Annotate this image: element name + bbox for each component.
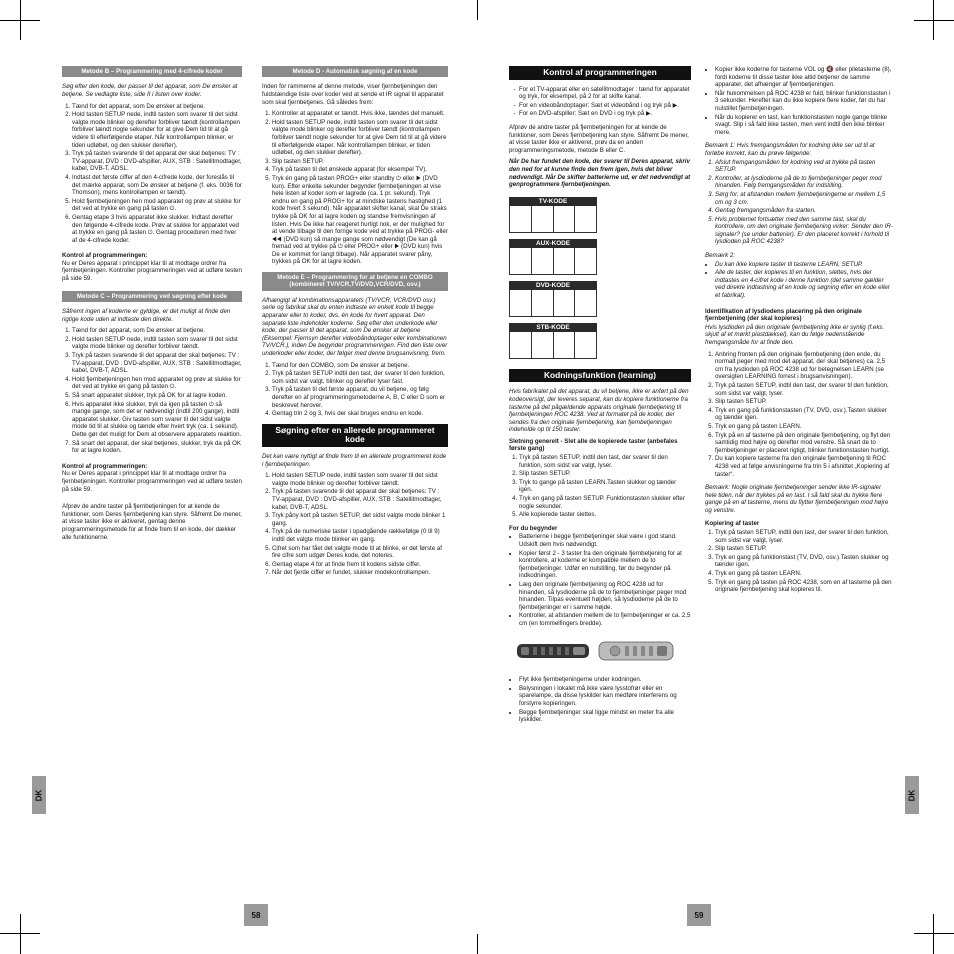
learning-intro: Hvis fabrikatet på det apparat, du vil betjene, ikke er anført på den kodeoversigt, der leveres separat, kan du kopiere funktionerne fra tasterne på det pågældende apparats originale fjernbetjening til fjernbetjeningen ROC 4238. Ved at formatet på de koder, der sendes fra den originale fjernbetjening, kan fjernbetjeningen indeholde op til 150 taster. <box>509 388 689 434</box>
list-item: 1. Afslut fremgangsmåden for kodning ved at trykke på tasten SETUP. <box>715 159 893 174</box>
right-column-1 <box>509 66 691 728</box>
metode-b-intro: Søg efter den kode, der passer til det apparat, som De ønsker at betjene. Se vedlagte liste, side II i listen over koder. <box>62 83 238 98</box>
page-number: 59 <box>687 904 711 926</box>
note1 <box>705 142 893 157</box>
metode-d-steps <box>262 110 448 266</box>
section-header-metode-e: Metode E – Programmering for at betjene en COMBO (kombineret TV/VCR,TV/DVD,VCR/DVD, osv.) <box>262 272 448 291</box>
list-item: 2. Slip tasten SETUP. <box>715 545 893 553</box>
list-item: 1. Tænd for det apparat, som De ønsker at betjene. <box>72 327 242 335</box>
list-item: 2. Hold tasten SETUP nede, indtil tasten som svarer til det sidst valgte mode blinker og derefter forbliver tændt (kontrollampen forbliver tændt nogle sekunder for at give Dem tid til at gå videre til efterfølgende etaper. Når kontrollampen blinker, er tiden udløbet, og den slukker derefter). <box>72 111 242 149</box>
list-item: 5. Tryk én gang på tasten PROG+ eller standby ⏻ eller ▶ (DVD kun). Efter enkelte sekunder begynder fjernbetjeningen at vise hele listen af koder som er lagrede (ca. 1 pr. sekund). Tryk endnu en gang på PROG+ for at mindske tastens hastighed (1 kode hvert 3 sekund). Når apparatet skifter kanal, skal De straks trykke på OK for at lagre koden og standse fremvisningen af listen. Hvis De ikke har reageret hurtigt nok, er der mulighed for at vende tilbage til den forrige kode ved at trykke på PROG- eller ◀◀ (DVD kun) så mange gange som nødvendigt (De kan gå fremad ved at trykke på ⏻ eller PROG+ eller ▶ (DVD kun) hvis De er kommet for langt tilbage). Når apparatet svarer påny, trykkes på OK for at lagre koden. <box>272 175 448 266</box>
list-item: 7. Når det fjerde ciffer er fundet, slukker modekontrollampen. <box>272 569 448 577</box>
list-item: • Når hukommelsen på ROC 4238 er fuld, blinker funktionstasten i 3 sekunder. Herefter kan du ikke kopiere flere koder, før du har nulstillet fjernbetjeningen. <box>715 90 893 113</box>
list-item: 5. Så snart apparatet slukker, tryk på OK for at lagre koden. <box>72 392 242 400</box>
metode-c-control-text: Nu er Deres apparat i princippet klar til at modtage ordrer fra fjernbetjeningen. Kontroller programmeringen ved at udføre testen på side 59. <box>62 470 242 493</box>
copy-warnings <box>705 66 893 136</box>
code-grid <box>509 197 691 359</box>
list-item: 4. Tryk en gang på tasten LEARN. <box>715 570 893 578</box>
code-box-tv: TV-KODE <box>509 197 597 233</box>
section-header-metode-b: Metode B – Programmering med 4-cifrede koder <box>62 66 242 77</box>
list-item: 4. Hold fjernbetjeningen hen mod apparatet og prøv at slukke for det ved at trykke en gang på tasten ⏻. <box>72 376 242 391</box>
list-item: 4. Tryk en gang på tasten SETUP. Funktionstasten slukker efter nogle sekunder. <box>519 495 691 510</box>
list-item: 6. Gentag etape 4 for at finde frem til kodens sidste ciffer. <box>272 561 448 569</box>
ident-title: Identifikation af lysdiodens placering på den originale fjernbetjening (der skal kopieres) <box>705 307 862 323</box>
list-item: 3. Tryk på tasten svarende til det apparat der skal betjenes: TV : TV-apparat, DVD : DVD-afspiller, AUX, STB : Satellitmodtager, kabel, DVB-T, ADSL. <box>72 150 242 173</box>
left-column-2 <box>262 66 448 581</box>
list-item: 3. Tryk på tasten svarende til det apparat der skal betjenes: TV : TV-apparat, DVD : DVD-afspiller, AUX, STB : Satellitmodtager, kabel, DVB-T, ADSL. <box>72 352 242 375</box>
list-item: 5. Hold fjernbetjeningen hen mod apparatet og prøv at slukke for det ved at trykke en gang på tasten ⏻. <box>72 198 242 213</box>
list-item: 2. Slip tasten SETUP. <box>519 470 691 478</box>
list-item: • Alle de taster, der kopieres til en funktion, slettes, hvis der indtastes en 4-cifret kode i denne funktion (det samme gælder ved direkte indtastning af en kode og søgning efter en kode eller et fabrikat). <box>715 269 893 299</box>
remotes-illustration <box>515 636 675 666</box>
section-header-search: Søgning efter en allerede programmeret kode <box>262 424 448 447</box>
list-item: 7. Så snart det apparat, der skal betjenes, slukker, tryk da på OK for at lagre koden. <box>72 440 242 455</box>
metode-c-intro: Såfremt ingen af koderne er gyldige, er det muligt at finde den rigtige kode uden at indtaste den direkte. <box>62 308 231 323</box>
list-item: • Batterierne i begge fjernbetjeninger skal være i god stand. Udskift dem hvis nødvendigt. <box>519 533 691 548</box>
copy-steps <box>705 529 893 594</box>
list-item: • Når du kopierer en tast, kan funktionstasten nogle gange blinke svagt. Slip i så fald ikke tasten, men vent indtil den ikke blinker mere. <box>715 114 893 137</box>
code-box-stb: STB-KODE <box>509 323 597 359</box>
list-item: 3. Tryk to gange på tasten LEARN.Tasten slukker og tænder igen. <box>519 479 691 494</box>
list-item: 1. Kontroller at apparatet er tændt. Hvis ikke, tændes det manuelt. <box>272 110 448 118</box>
list-item: 2. Tryk på tasten svarende til det apparat der skal betjenes: TV : TV-apparat, DVD : DVD-afspiller, AUX, STB : Satellitmodtager, kabel, DVB-T, ADSL. <box>272 488 448 511</box>
page-right <box>477 0 954 954</box>
list-item: 1. Tænd for den COMBO, som De ønsker at betjene. <box>272 362 448 370</box>
page-number: 58 <box>244 904 268 926</box>
delete-title: Sletning generelt - Slet alle de kopierede taster (anbefales første gang) <box>509 437 678 453</box>
metode-b-steps <box>62 103 242 245</box>
note1-steps <box>705 159 893 247</box>
list-item: • Begge fjernbetjeninger skal ligge mindst en meter fra alle lyskilder. <box>519 709 691 724</box>
section-header-metode-c: Metode C – Programmering ved søgning efter kode <box>62 291 242 302</box>
search-steps <box>262 472 448 577</box>
prereq-bullets <box>509 533 691 627</box>
metode-c-control-title: Kontrol af programmeringen: <box>62 462 148 470</box>
list-item: 2. Hold tasten SETUP nede, indtil tasten som svarer til det sidst valgte mode blinker og derefter forbliver tændt (kontrollampen forbliver tændt nogle sekunder for at give Dem tid til at gå videre til efterfølgende etaper. Når kontrollampen blinker, er tiden udløbet, og den slukker derefter). <box>272 119 448 157</box>
list-item: 6. Hvis apparatet ikke slukker, tryk da igen på tasten ⏻ så mange gange, som det er nødvendigt (indtil 200 gange), indtil apparatet slukker. Giv tasten som svarer til det sidst valgte mode tid til at slukke og tænde efter hvert tryk (ca. 1 sekund). Dette gør det muligt for Dem at observere apparatets reaktion. <box>72 401 242 439</box>
list-item: • Belysningen i lokalet må ikke være lysstofrør eller en sparelampe, da disse lyskilder kan medføre interferens og forstyrre kopieringen. <box>519 685 691 708</box>
list-item: 5. Tryk en gang på tasten på ROC 4238, som en af tasterne på den originale fjernbetjening skal kopieres til. <box>715 579 893 594</box>
language-tab: DK <box>905 776 919 814</box>
delete-steps <box>509 454 691 519</box>
ident-steps <box>705 351 893 479</box>
kontrol-p2: Når De har fundet den kode, der svarer til Deres apparat, skriv den ned for at kunne finde den frem igen, hvis det bliver nødvendigt. Når De skifter batterierne ud, er det nødvendigt at genprogrammere fjernbetjeningen. <box>509 158 691 189</box>
list-item: 3. Tryk på tasten til det første apparat, du vil betjene, og følg derefter en af programmeringsmetoderne A, B, C eller D som er beskrevet herover. <box>272 386 448 409</box>
note2-bullets <box>705 261 893 300</box>
metode-b-control-title: Kontrol af programmeringen: <box>62 252 148 260</box>
metode-b-control-text: Nu er Deres apparat i princippet klar til at modtage ordrer fra fjernbetjeningen. Kontroller programmeringen ved at udføre testen på side 59. <box>62 259 242 283</box>
list-item: 4. Gentag trin 2 og 3, hvis der skal bruges endnu en kode. <box>272 410 448 418</box>
list-item: 6. Tryk på en af tasterne på den originale fjernbetjening, og flyt den samtidig mod højre og derefter mod venstre. Så snart de to fjernbetjeninger er placeret rigtigt, blinker funktionstasten hurtigt. <box>715 432 893 455</box>
list-item: • Du kan ikke kopiere taster til tasterne LEARN, SETUP. <box>715 261 893 269</box>
copy-title: Kopiering af taster <box>705 520 760 528</box>
ident-intro: Hvis lysdioden på den originale fjernbetjening ikke er synlig (f.eks. skjult af et mørkt plastdæksel), kan du følge nedenstående fremgangsmåde for at finde den. <box>705 323 885 346</box>
list-item: 4. Tryk en gang på funktionstasten (TV, DVD, osv.).Tasten slukker og tænder igen. <box>715 407 893 422</box>
prereq-title: For du begynder <box>509 524 558 532</box>
list-item: • Læg den originale fjernbetjening og ROC 4238 ud for hinanden, så lysdioderne på de to fjernbetjeninger peger mod hinanden. Tilpas eventuelt højden, så lysdioderne på de to fjernbetjeninger er i samme højde. <box>519 581 691 611</box>
list-item: 1. Tryk på tasten SETUP, indtil den tast, der svarer til den funktion, som sidst var valgt, lyser. <box>715 529 893 544</box>
list-item: 7. Du kan kopiere tasterne fra den originale fjernbetjening til ROC 4238 ved at følge anvisningerne fra trin 5 i afsnittet „Kopiering af taster“. <box>715 455 893 478</box>
list-item: 1. Tænd for det apparat, som De ønsker at betjene. <box>72 103 242 111</box>
metode-c-steps <box>62 327 242 455</box>
code-box-dvd: DVD-KODE <box>509 281 597 317</box>
list-item: • Kopier ikke koderne for tasterne VOL og 🔇 eller piletasterne (8), fordi koderne til disse taster ikke altid betjener de samme apparater, det afhænger af fjernbetjeningen. <box>715 66 893 89</box>
list-item: 5. Alle kopierede taster slettes. <box>519 511 691 519</box>
list-item: 4. Tryk på tasten til det ønskede apparat (for eksempel TV). <box>272 166 448 174</box>
list-item: 2. Kontroller, at lysdioderne på de to fjernbetjeninger peger mod hinanden. Følg fremgangsmåden for indstilling. <box>715 175 893 190</box>
section-header-learning: Kodningsfunktion (learning) <box>509 369 691 383</box>
list-item: 3. Slip tasten SETUP. <box>715 398 893 406</box>
list-item: 2. Tryk på tasten SETUP, indtil den tast, der svarer til den funktion, som sidst var valgt, lyser. <box>715 382 893 397</box>
language-tab: DK <box>32 776 46 814</box>
list-item: 3. Tryk en gang på funktionstast (TV, DVD, osv.).Tasten slukker og tænder igen. <box>715 554 893 569</box>
list-item: 4. Indtast det første ciffer af den 4-cifrede kode, der foreslås til det mærke apparat, som De ønsker at betjene (f. eks. 0036 for Thomson), mens kontrollampen er tændt). <box>72 174 242 197</box>
list-item: • Kopier først 2 - 3 taster fra den originale fjernbetjening for at kontrollere, at koderne er kompatible mellem de to fjernbetjeninger. Udfør en nulstilling, før du begynder på indkodningen. <box>519 550 691 580</box>
list-item: 1. Anbring fronten på den originale fjernbetjening (den ende, du normalt peger med mod det apparat, der skal betjenes) ca. 2,5 cm fra lysdioden på ROC 4238 ud for betegnelsen LEARN (se oversigten LEARNING forrest i brugsanvisningen). <box>715 351 893 381</box>
list-item: - For et TV-apparat eller en satellitmodtager : tænd for apparatet og tryk, for eksempel, på 2 for at skifte kanal. <box>519 86 691 101</box>
ident-note: Bemærk: Nogle originale fjernbetjeninger sender ikke IR-signaler hele tiden, når der trykkes på en tast. I så fald skal du trykke flere gange på en af tasterne, mens du flytter fjernbetjeningen mod højre og venstre. <box>705 484 889 514</box>
metode-d-intro: Inden for rammerne af denne metode, viser fjernbetjeningen den fuldstændige liste over koder ved at sende et IR signal til apparatet som skal fjernbetjenes. Gå således frem: <box>262 83 444 106</box>
list-item: • Flyt ikke fjernbetjeningerne under kodningen. <box>519 676 691 684</box>
list-item: 3. Tryk påny kort på tasten SETUP, det sidst valgte mode blinker 1 gang. <box>272 512 448 527</box>
metode-e-steps <box>262 362 448 418</box>
list-item: 3. Sørg for, at afstanden mellem fjernbetjeningerne er mellem 1,5 cm og 3 cm. <box>715 191 893 206</box>
section-header-metode-d: Metode D - Automatisk søgning af en kode <box>262 66 448 77</box>
section-header-kontrol: Kontrol af programmeringen <box>509 66 691 80</box>
after-bullets <box>509 676 691 724</box>
right-column-2 <box>705 66 893 598</box>
list-item: - For en DVD-afspiller: Sæt en DVD i og tryk på ▶. <box>519 110 691 118</box>
note2-label: Bemærk 2: <box>705 252 736 260</box>
metode-c-outro: Afprøv de andre taster på fjernbetjeningen for at kende de funktioner, som Deres fjernbetjening kan styre. Såfremt De mener, at visse taster ikke er aktiveret, gentag denne programmeringsmetode for at finde frem til en kode, der dækker alle funktionerne. <box>62 503 242 541</box>
list-item: 2. Hold tasten SETUP nede, indtil tasten som svarer til det sidst valgte mode blinker og derefter forbliver tændt. <box>72 336 242 351</box>
list-item: 1. Hold tasten SETUP nede, indtil tasten som svarer til det sidst valgte mode blinker og derefter forbliver tændt. <box>272 472 448 487</box>
code-box-aux: AUX-KODE <box>509 239 597 275</box>
list-item: - For en videobåndoptager: Sæt et videobånd i og tryk på ▶. <box>519 102 691 110</box>
left-column-1 <box>62 66 242 545</box>
note1-text: Hvis fremgangsmåden for kodning ikke ser ud til at forløbe korrekt, kan du prøve følgende: <box>705 142 875 157</box>
list-item: 6. Gentag etape 3 hvis apparatet ikke slukker. Indtast derefter den følgende 4-cifrede kode. Prøv at slukke for apparatet ved at trykke en gang på tasten ⏻. Gentag proceduren med hver af de 4-cifrede koder. <box>72 214 242 244</box>
list-item: 4. Gentag fremgangsmåden fra starten. <box>715 207 893 215</box>
list-item: 1. Tryk på tasten SETUP, indtil den tast, der svarer til den funktion, som sidst var valgt, lyser. <box>519 454 691 469</box>
search-intro: Det kan være nyttigt at finde frem til en allerede programmeret kode i fjernbetjeningen. <box>262 452 447 468</box>
list-item: 5. Cifret som har fået det valgte mode til at blinke, er det første af fire cifre som udgør Deres kode, det noteres. <box>272 545 448 560</box>
metode-e-intro: Afhængigt af kombinationsapparatets (TV/VCR, VCR/DVD osv.) serie og fabrikat skal du enten indtaste en enkelt kode til begge apparater eller to koder, dvs. én kode for hvert apparat. Den separate liste indeholder koderne. Søg efter den underkode eller kode, der passer til det apparat, som De ønsker at betjene (Eksempel: Fjernsyn derefter videobåndoptager eller kombinationen TV/VCR.), inden De begynder programmeringen. Find den liste over underkoder eller koder, der følger med denne brugsanvisning, frem. <box>262 296 448 358</box>
note1-label: Bemærk 1: <box>705 142 736 150</box>
kontrol-p1: Afprøv de andre taster på fjernbetjeningen for at kende de funktioner, som Deres fjernbetjening kan styre. Såfremt De mener, at visse taster ikke er aktiveret, prøv da en anden programmeringsmetode, metode B eller C. <box>509 123 689 154</box>
list-item: 4. Tryk på de numeriske taster i opadgående rækkefølge (0 til 9) indtil det valgte mode blinker en gang. <box>272 528 448 543</box>
list-item: • Kontroller, at afstanden mellem de to fjernbetjeninger er ca. 2,5 cm (en tommelfingers bredde). <box>519 612 691 627</box>
list-item: 3. Slip tasten SETUP. <box>272 158 448 166</box>
list-item: 2. Tryk på tasten SETUP indtil den tast, der svarer til den funktion, som sidst var valgt, blinker og derefter lyser fast. <box>272 370 448 385</box>
list-item: 5. Tryk en gang på tasten LEARN. <box>715 423 893 431</box>
list-item: 5. Hvis problemet fortsætter med den samme tast, skal du kontrollere, om den originale fjernbetjening virker: Sender den IR-signaler? (se under batterier). Er den placeret korrekt i forhold til lysdioden på ROC 4238? <box>715 216 893 246</box>
kontrol-bullets <box>509 86 691 118</box>
